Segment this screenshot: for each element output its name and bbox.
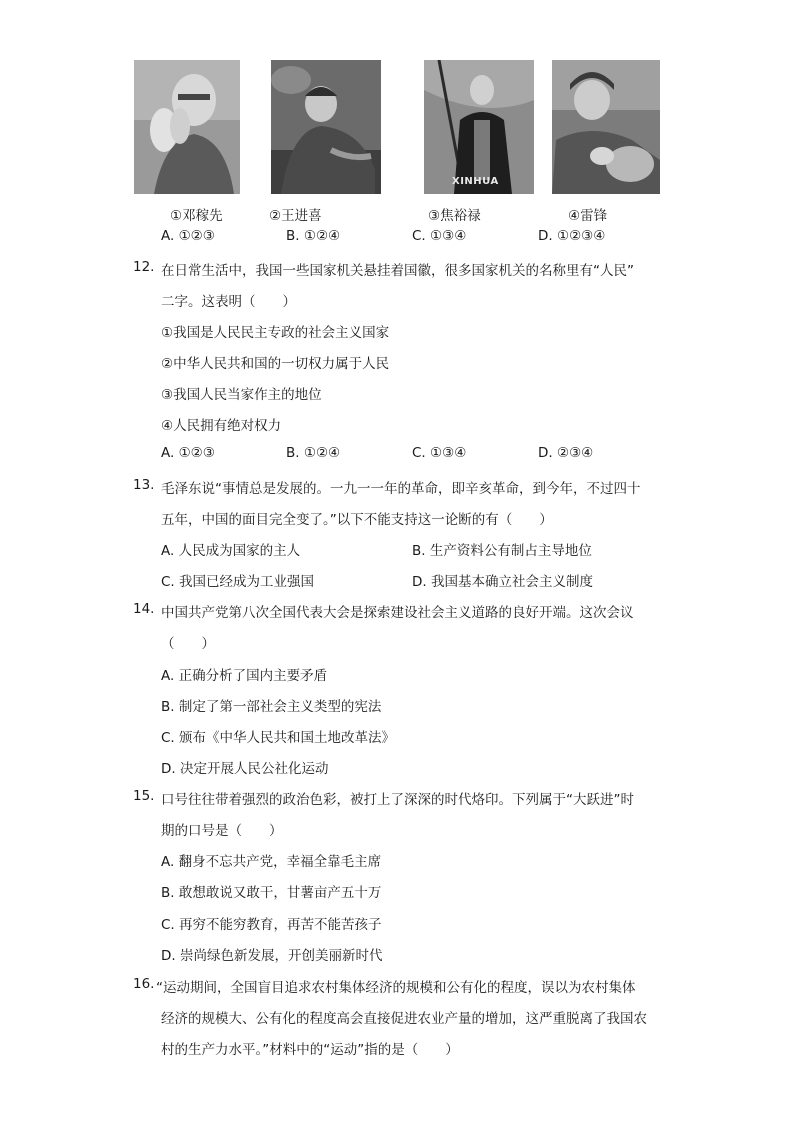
- q13-stem-line-1: 毛泽东说“事情总是发展的。一九一一年的革命，即辛亥革命，到今年，不过四十: [161, 481, 641, 497]
- q12-option-a: A. ①②③: [161, 445, 215, 461]
- caption-3: ③焦裕禄: [428, 208, 481, 224]
- q12-item-2: ②中华人民共和国的一切权力属于人民: [161, 356, 390, 372]
- q16-number: 16.: [133, 976, 155, 992]
- q12-item-3: ③我国人民当家作主的地位: [161, 387, 322, 403]
- q12-option-b: B. ①②④: [286, 445, 341, 461]
- q14-option-d: D. 决定开展人民公社化运动: [161, 761, 329, 777]
- q15-option-b: B. 敢想敢说又敢干，甘薯亩产五十万: [161, 885, 382, 901]
- q15-option-a: A. 翻身不忘共产党，幸福全靠毛主席: [161, 854, 382, 870]
- caption-1: ①邓稼先: [170, 208, 223, 224]
- q12-option-d: D. ②③④: [538, 445, 594, 461]
- q13-option-d: D. 我国基本确立社会主义制度: [412, 574, 593, 590]
- q11-option-a: A. ①②③: [161, 228, 215, 244]
- q12-number: 12.: [133, 259, 155, 275]
- q16-stem-line-3: 村的生产力水平。”材料中的“运动”指的是（ ）: [161, 1042, 459, 1058]
- q15-number: 15.: [133, 788, 155, 804]
- q11-option-b: B. ①②④: [286, 228, 341, 244]
- q15-stem-line-1: 口号往往带着强烈的政治色彩，被打上了深深的时代烙印。下列属于“大跃进”时: [161, 792, 634, 808]
- q11-option-d: D. ①②③④: [538, 228, 606, 244]
- q15-option-d: D. 崇尚绿色新发展，开创美丽新时代: [161, 948, 383, 964]
- photo-deng-jiaxian: [134, 60, 240, 194]
- q13-stem-line-2: 五年，中国的面目完全变了。”以下不能支持这一论断的有（ ）: [161, 512, 553, 528]
- q14-option-b: B. 制定了第一部社会主义类型的宪法: [161, 699, 382, 715]
- q16-stem-line-2: 经济的规模大、公有化的程度高会直接促进农业产量的增加，这严重脱离了我国农: [161, 1011, 647, 1027]
- q12-option-c: C. ①③④: [412, 445, 467, 461]
- q12-stem-line-2: 二字。这表明（ ）: [161, 294, 296, 310]
- photo-jiao-yulu: [424, 60, 534, 194]
- caption-2: ②王进喜: [269, 208, 322, 224]
- q12-item-4: ④人民拥有绝对权力: [161, 418, 282, 434]
- q14-option-c: C. 颁布《中华人民共和国土地改革法》: [161, 730, 396, 746]
- photo-lei-feng: [552, 60, 660, 194]
- q14-stem-line-2: （ ）: [161, 636, 215, 652]
- q13-option-c: C. 我国已经成为工业强国: [161, 574, 315, 590]
- q13-option-a: A. 人民成为国家的主人: [161, 543, 301, 559]
- q14-stem-line-1: 中国共产党第八次全国代表大会是探索建设社会主义道路的良好开端。这次会议: [161, 605, 634, 621]
- q14-number: 14.: [133, 601, 155, 617]
- caption-4: ④雷锋: [568, 208, 608, 224]
- q15-option-c: C. 再穷不能穷教育，再苦不能苦孩子: [161, 917, 382, 933]
- q11-option-c: C. ①③④: [412, 228, 467, 244]
- q12-stem-line-1: 在日常生活中，我国一些国家机关悬挂着国徽，很多国家机关的名称里有“人民”: [161, 263, 634, 279]
- q14-option-a: A. 正确分析了国内主要矛盾: [161, 668, 328, 684]
- q13-option-b: B. 生产资料公有制占主导地位: [412, 543, 592, 559]
- photo-wang-jinxi: [271, 60, 381, 194]
- q12-item-1: ①我国是人民民主专政的社会主义国家: [161, 325, 390, 341]
- q13-number: 13.: [133, 477, 155, 493]
- q15-stem-line-2: 期的口号是（ ）: [161, 823, 283, 839]
- q16-stem-line-1: “运动期间，全国盲目追求农村集体经济的规模和公有化的程度，误以为农村集体: [156, 980, 636, 996]
- xinhua-watermark: XINHUA: [452, 176, 499, 187]
